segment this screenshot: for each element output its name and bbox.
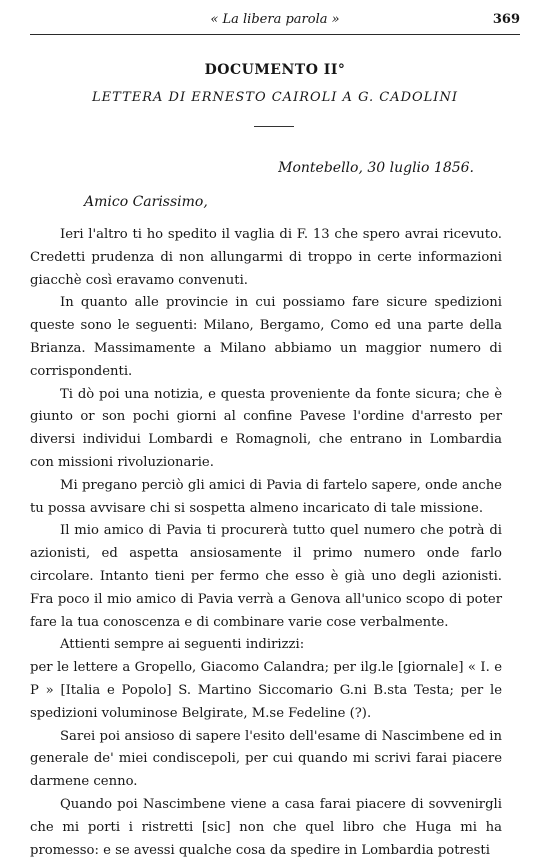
paragraph: Sarei poi ansioso di sapere l'esito dell'esame di Nascimbene ed in generale de' miei condiscepoli, per cui quando mi scrivi farai piacere darmene cenno. [30,728,502,790]
document-title: DOCUMENTO II° [204,62,346,78]
document-subtitle: LETTERA DI ERNESTO CAIROLI A G. CADOLINI [92,90,458,105]
letter-dateline: Montebello, 30 luglio 1856. [278,160,474,176]
paragraph: Attienti sempre ai seguenti indirizzi: [60,637,305,653]
running-title: « La libera parola » [210,12,340,27]
page-number: 369 [492,12,520,27]
paragraph: Ieri l'altro ti ho spedito il vaglia di F. 13 che spero avrai ricevuto. Credetti prudenza di non allungarmi di troppo in certe informazioni giacchè così eravamo convenuti. [30,227,502,288]
letter-body [30,224,502,862]
address-paragraph: per le lettere a Gropello, Giacomo Calandra; per ilg.le [giornale] « I. e P » [Italia e Popolo] S. Martino Siccomario G.ni B.sta Testa; per le spedizioni voluminose Belgirate, M.se Fedeline (?). [30,660,502,721]
paragraph: Mi pregano perciò gli amici di Pavia di fartelo sapere, onde anche tu possa avvisare chi si sospetta almeno incaricato di tale missione. [30,477,502,516]
paragraph: Il mio amico di Pavia ti procurerà tutto quel numero che potrà di azionisti, ed aspetta ansiosamente il primo numero onde farlo circolare. Intanto tieni per fermo che esso è già uno degli azionisti. Fra poco il mio amico di Pavia verrà a Genova all'unico scopo di poter fare la tua conoscenza e di combinare varie cose verbalmente. [30,523,502,630]
letter-salutation: Amico Carissimo, [84,194,208,210]
header-rule [30,34,520,35]
paragraph: In quanto alle provincie in cui possiamo fare sicure spedizioni queste sono le seguenti: Milano, Bergamo, Como ed una parte della Brianza. Massimamente a Milano abbiamo un maggior numero di corrispondenti. [30,295,502,379]
running-header [30,10,520,30]
paragraph: Quando poi Nascimbene viene a casa farai piacere di sovvenirgli che mi porti i ristretti [sic] non che quel libro che Huga mi ha promesso: e se avessi qualche cosa da spedire in Lombardia potresti [30,796,502,858]
section-divider [254,126,294,127]
paragraph: Ti dò poi una notizia, e questa proveniente da fonte sicura; che è giunto or son pochi giorni al confine Pavese l'ordine d'arresto per diversi individui Lombardi e Romagnoli, che entrano in Lombardia con missioni rivoluzionarie. [30,386,502,470]
